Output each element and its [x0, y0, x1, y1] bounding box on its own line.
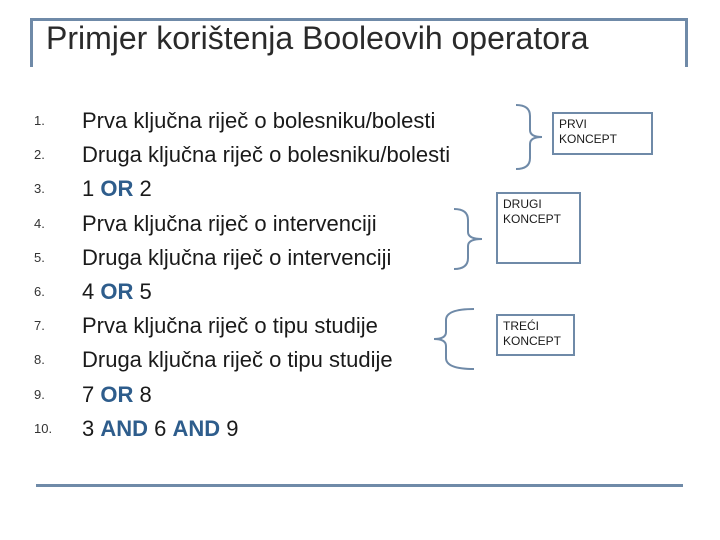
text-segment: 6 — [148, 415, 173, 441]
text-segment: 8 — [133, 381, 152, 407]
brace-concept-2 — [452, 206, 488, 272]
concept-label: KONCEPT — [503, 334, 562, 348]
text-segment: Prva ključna riječ o tipu studije — [82, 313, 378, 339]
list-item — [0, 208, 720, 240]
list-item-number: 8. — [34, 352, 45, 368]
text-segment: Prva ključna riječ o bolesniku/bolesti — [82, 108, 436, 133]
list-item-text — [82, 242, 391, 274]
text-segment: 1 — [82, 176, 101, 202]
bottom-rule — [36, 484, 683, 487]
list-item-number: 9. — [34, 386, 45, 402]
list-item-number: 4. — [34, 215, 45, 231]
list-item — [0, 173, 720, 205]
text-segment: Prva ključna riječ o intervenciji — [82, 210, 377, 236]
page-title: Primjer korištenja Booleovih operatora — [46, 20, 589, 56]
boolean-operator: AND — [172, 415, 221, 441]
concept-box-1 — [552, 112, 653, 155]
text-segment: Druga ključna riječ o tipu studije — [82, 347, 393, 373]
concept-label: KONCEPT — [503, 212, 562, 226]
list-item-text — [82, 413, 239, 445]
boolean-operator: OR — [100, 381, 134, 407]
text-segment: Druga ključna riječ o bolesniku/bolesti — [82, 142, 451, 168]
boolean-operator: OR — [100, 279, 134, 304]
concept-box-3 — [496, 314, 575, 356]
text-segment: 3 — [82, 415, 101, 441]
text-segment: 4 — [82, 279, 101, 304]
list-item — [0, 379, 720, 411]
text-segment: 9 — [220, 415, 239, 441]
list-item-number: 3. — [34, 181, 45, 197]
text-segment: 7 — [82, 381, 101, 407]
list-item-text — [82, 276, 152, 308]
text-segment: 5 — [133, 279, 152, 304]
concept-label: KONCEPT — [559, 132, 618, 146]
list-item-number: 1. — [34, 113, 45, 128]
list-item-text — [82, 173, 152, 205]
list-item-text — [82, 139, 450, 171]
brace-concept-1 — [514, 102, 548, 172]
list-item — [0, 344, 720, 376]
list-item-number: 5. — [34, 249, 45, 265]
concept-label: TREĆI — [503, 319, 539, 333]
list-item-number: 6. — [34, 284, 45, 299]
list-item-text — [82, 105, 435, 137]
list-item-text — [82, 310, 378, 342]
text-segment: 2 — [133, 176, 152, 202]
list-item-number: 7. — [34, 318, 45, 334]
list-item — [0, 310, 720, 342]
boolean-operator: OR — [100, 176, 134, 202]
boolean-operator: AND — [100, 415, 149, 441]
list-item-number: 10. — [34, 420, 53, 436]
concept-label: DRUGI — [503, 197, 542, 211]
list-item — [0, 413, 720, 445]
list-item-text — [82, 344, 393, 376]
list-item-number: 2. — [34, 147, 45, 163]
list-item-text — [82, 208, 377, 240]
text-segment: Druga ključna riječ o intervenciji — [82, 244, 392, 270]
list-item — [0, 276, 720, 308]
brace-concept-3 — [430, 306, 476, 372]
concept-box-2 — [496, 192, 581, 264]
concept-label: PRVI — [559, 117, 587, 131]
list-item-text — [82, 379, 152, 411]
list-item — [0, 242, 720, 274]
